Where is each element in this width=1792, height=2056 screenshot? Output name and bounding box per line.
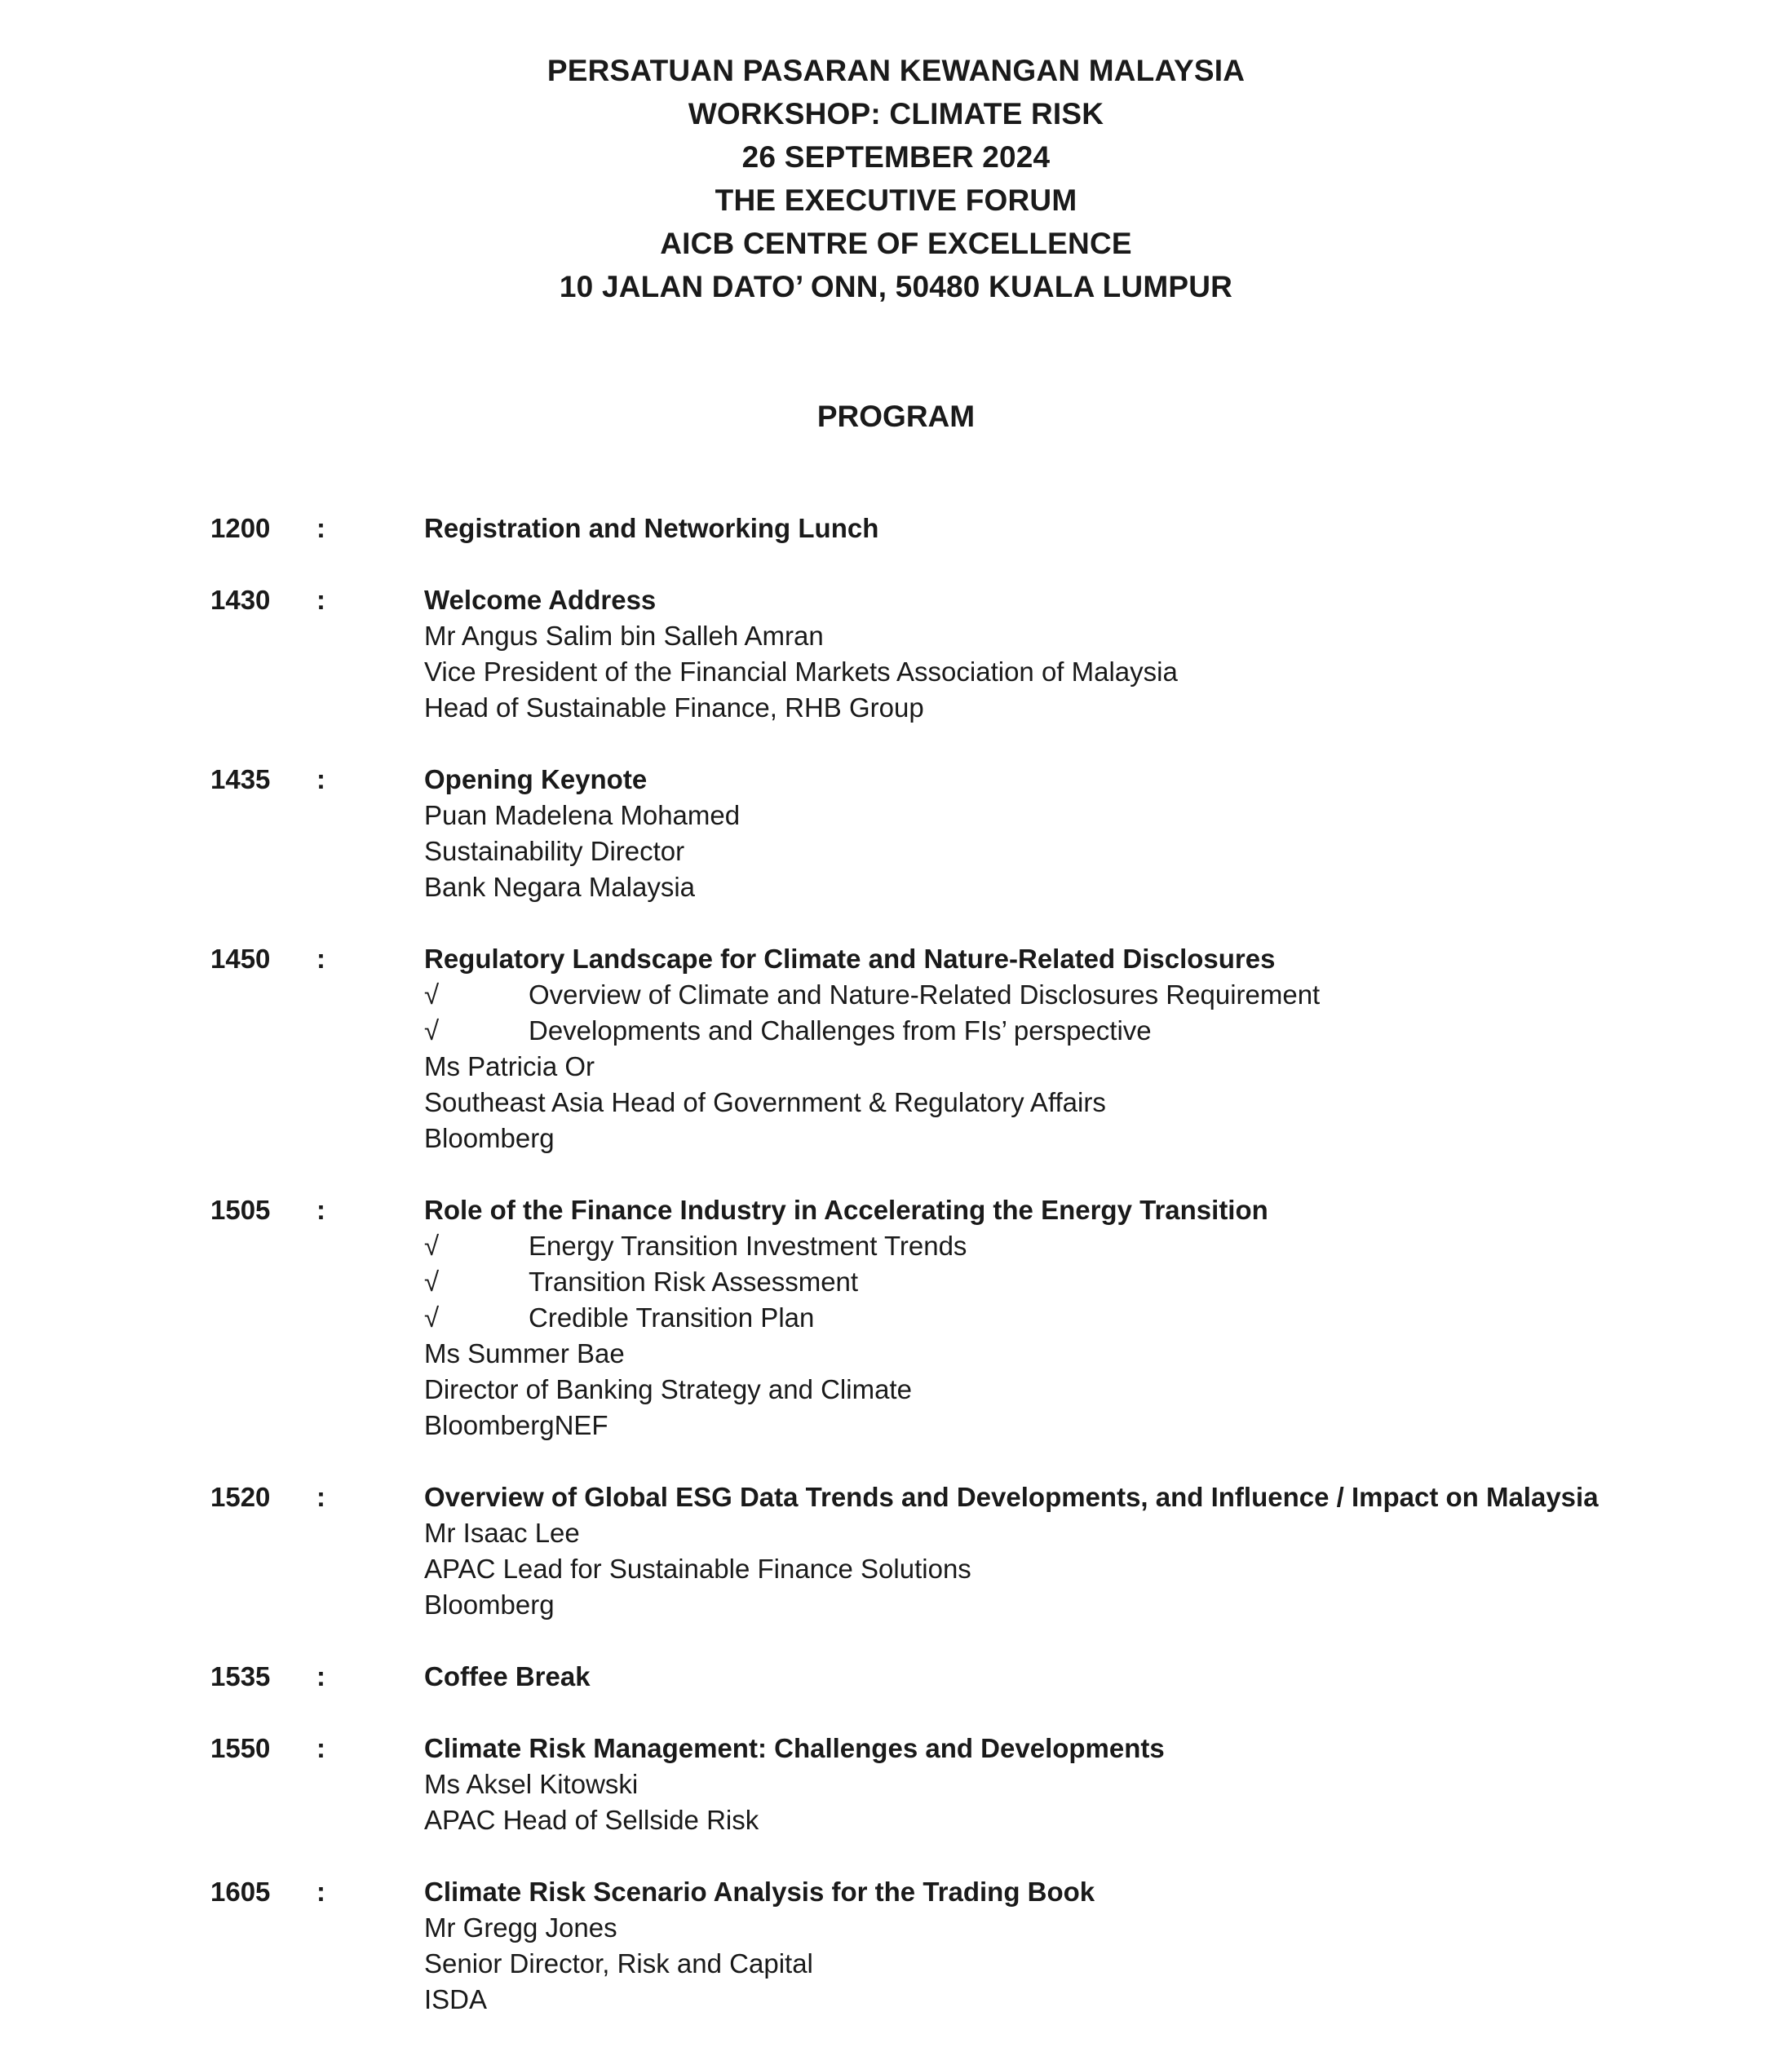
- entry-speaker-detail: APAC Lead for Sustainable Finance Solutions: [424, 1554, 971, 1584]
- entry-speaker-detail: Bank Negara Malaysia: [424, 872, 695, 902]
- entry-time: 1505: [210, 1195, 271, 1225]
- schedule-entry: [0, 511, 1792, 546]
- entry-title: Climate Risk Scenario Analysis for the Trading Book: [424, 1877, 1095, 1907]
- entry-bullet-text: Transition Risk Assessment: [529, 1267, 859, 1297]
- entry-speaker-detail: Senior Director, Risk and Capital: [424, 1948, 813, 1979]
- entry-time: 1435: [210, 764, 271, 794]
- entry-body: [424, 582, 1697, 726]
- entry-bullet: [424, 1228, 1697, 1264]
- checkmark-icon: √: [424, 1231, 440, 1261]
- entry-speaker-detail: Director of Banking Strategy and Climate: [424, 1374, 912, 1404]
- entry-colon: :: [316, 1733, 325, 1763]
- entry-speaker-detail: Southeast Asia Head of Government & Regulatory Affairs: [424, 1087, 1106, 1117]
- schedule-entry: [0, 762, 1792, 905]
- entry-body: [424, 1192, 1697, 1444]
- entry-bullet: [424, 1013, 1697, 1049]
- entry-time: 1520: [210, 1482, 271, 1512]
- entry-speaker-name: Mr Angus Salim bin Salleh Amran: [424, 621, 824, 651]
- entry-colon: :: [316, 1661, 325, 1691]
- program-schedule: [0, 511, 1792, 2054]
- entry-speaker-name: Ms Patricia Or: [424, 1051, 595, 1081]
- entry-body: [424, 1659, 1697, 1695]
- entry-colon: :: [316, 1877, 325, 1907]
- entry-speaker-detail: APAC Head of Sellside Risk: [424, 1805, 759, 1835]
- entry-time: 1430: [210, 585, 271, 615]
- entry-bullet-text: Credible Transition Plan: [529, 1302, 815, 1333]
- entry-bullet: [424, 1300, 1697, 1336]
- entry-time: 1605: [210, 1877, 271, 1907]
- schedule-entry: [0, 1192, 1792, 1444]
- entry-speaker-detail: BloombergNEF: [424, 1410, 608, 1440]
- entry-speaker-name: Mr Isaac Lee: [424, 1518, 580, 1548]
- entry-body: [424, 511, 1697, 546]
- entry-colon: :: [316, 944, 325, 974]
- header-organisation: PERSATUAN PASARAN KEWANGAN MALAYSIA: [546, 54, 1246, 87]
- entry-speaker-name: Ms Aksel Kitowski: [424, 1769, 639, 1799]
- entry-title: Overview of Global ESG Data Trends and Developments, and Influence / Impact on Malaysia: [424, 1482, 1599, 1512]
- checkmark-icon: √: [424, 979, 440, 1010]
- schedule-entry: [0, 1479, 1792, 1623]
- entry-bullet: [424, 1264, 1697, 1300]
- entry-body: [424, 1731, 1697, 1838]
- entry-title: Opening Keynote: [424, 764, 648, 794]
- document-header: [0, 49, 1792, 308]
- program-title: PROGRAM: [816, 400, 976, 433]
- entry-body: [424, 941, 1697, 1156]
- entry-bullet-text: Developments and Challenges from FIs’ perspective: [529, 1015, 1152, 1046]
- entry-speaker-detail: Head of Sustainable Finance, RHB Group: [424, 692, 924, 723]
- entry-speaker-detail: ISDA: [424, 1984, 488, 2014]
- entry-colon: :: [316, 1195, 325, 1225]
- entry-title: Climate Risk Management: Challenges and Developments: [424, 1733, 1165, 1763]
- entry-colon: :: [316, 764, 325, 794]
- schedule-entry: [0, 1731, 1792, 1838]
- schedule-entry: [0, 582, 1792, 726]
- entry-bullet: [424, 977, 1697, 1013]
- entry-title: Welcome Address: [424, 585, 657, 615]
- schedule-entry: [0, 1874, 1792, 2018]
- entry-speaker-detail: Bloomberg: [424, 1123, 555, 1153]
- header-workshop-title: WORKSHOP: CLIMATE RISK: [688, 97, 1104, 130]
- schedule-entry: [0, 941, 1792, 1156]
- entry-colon: :: [316, 1482, 325, 1512]
- entry-colon: :: [316, 585, 325, 615]
- entry-time: 1550: [210, 1733, 271, 1763]
- entry-bullet-text: Energy Transition Investment Trends: [529, 1231, 967, 1261]
- entry-speaker-detail: Bloomberg: [424, 1590, 555, 1620]
- entry-speaker-name: Puan Madelena Mohamed: [424, 800, 741, 830]
- header-venue-room: THE EXECUTIVE FORUM: [715, 183, 1077, 217]
- entry-body: [424, 1479, 1697, 1623]
- header-venue-building: AICB CENTRE OF EXCELLENCE: [660, 227, 1132, 260]
- entry-title: Regulatory Landscape for Climate and Nature-Related Disclosures: [424, 944, 1276, 974]
- entry-time: 1200: [210, 513, 271, 543]
- entry-title: Role of the Finance Industry in Accelerating the Energy Transition: [424, 1195, 1268, 1225]
- entry-body: [424, 762, 1697, 905]
- entry-speaker-name: Ms Summer Bae: [424, 1338, 625, 1368]
- entry-bullet-text: Overview of Climate and Nature-Related Disclosures Requirement: [529, 979, 1321, 1010]
- entry-body: [424, 1874, 1697, 2018]
- header-date: 26 SEPTEMBER 2024: [741, 140, 1051, 174]
- entry-speaker-detail: Vice President of the Financial Markets Association of Malaysia: [424, 657, 1178, 687]
- header-venue-address: 10 JALAN DATO’ ONN, 50480 KUALA LUMPUR: [559, 270, 1233, 303]
- entry-speaker-detail: Sustainability Director: [424, 836, 685, 866]
- checkmark-icon: √: [424, 1015, 440, 1046]
- entry-title: Registration and Networking Lunch: [424, 513, 879, 543]
- checkmark-icon: √: [424, 1267, 440, 1297]
- entry-time: 1450: [210, 944, 271, 974]
- entry-colon: :: [316, 513, 325, 543]
- entry-time: 1535: [210, 1661, 271, 1691]
- checkmark-icon: √: [424, 1302, 440, 1333]
- entry-speaker-name: Mr Gregg Jones: [424, 1912, 617, 1943]
- entry-title: Coffee Break: [424, 1661, 591, 1691]
- schedule-entry: [0, 1659, 1792, 1695]
